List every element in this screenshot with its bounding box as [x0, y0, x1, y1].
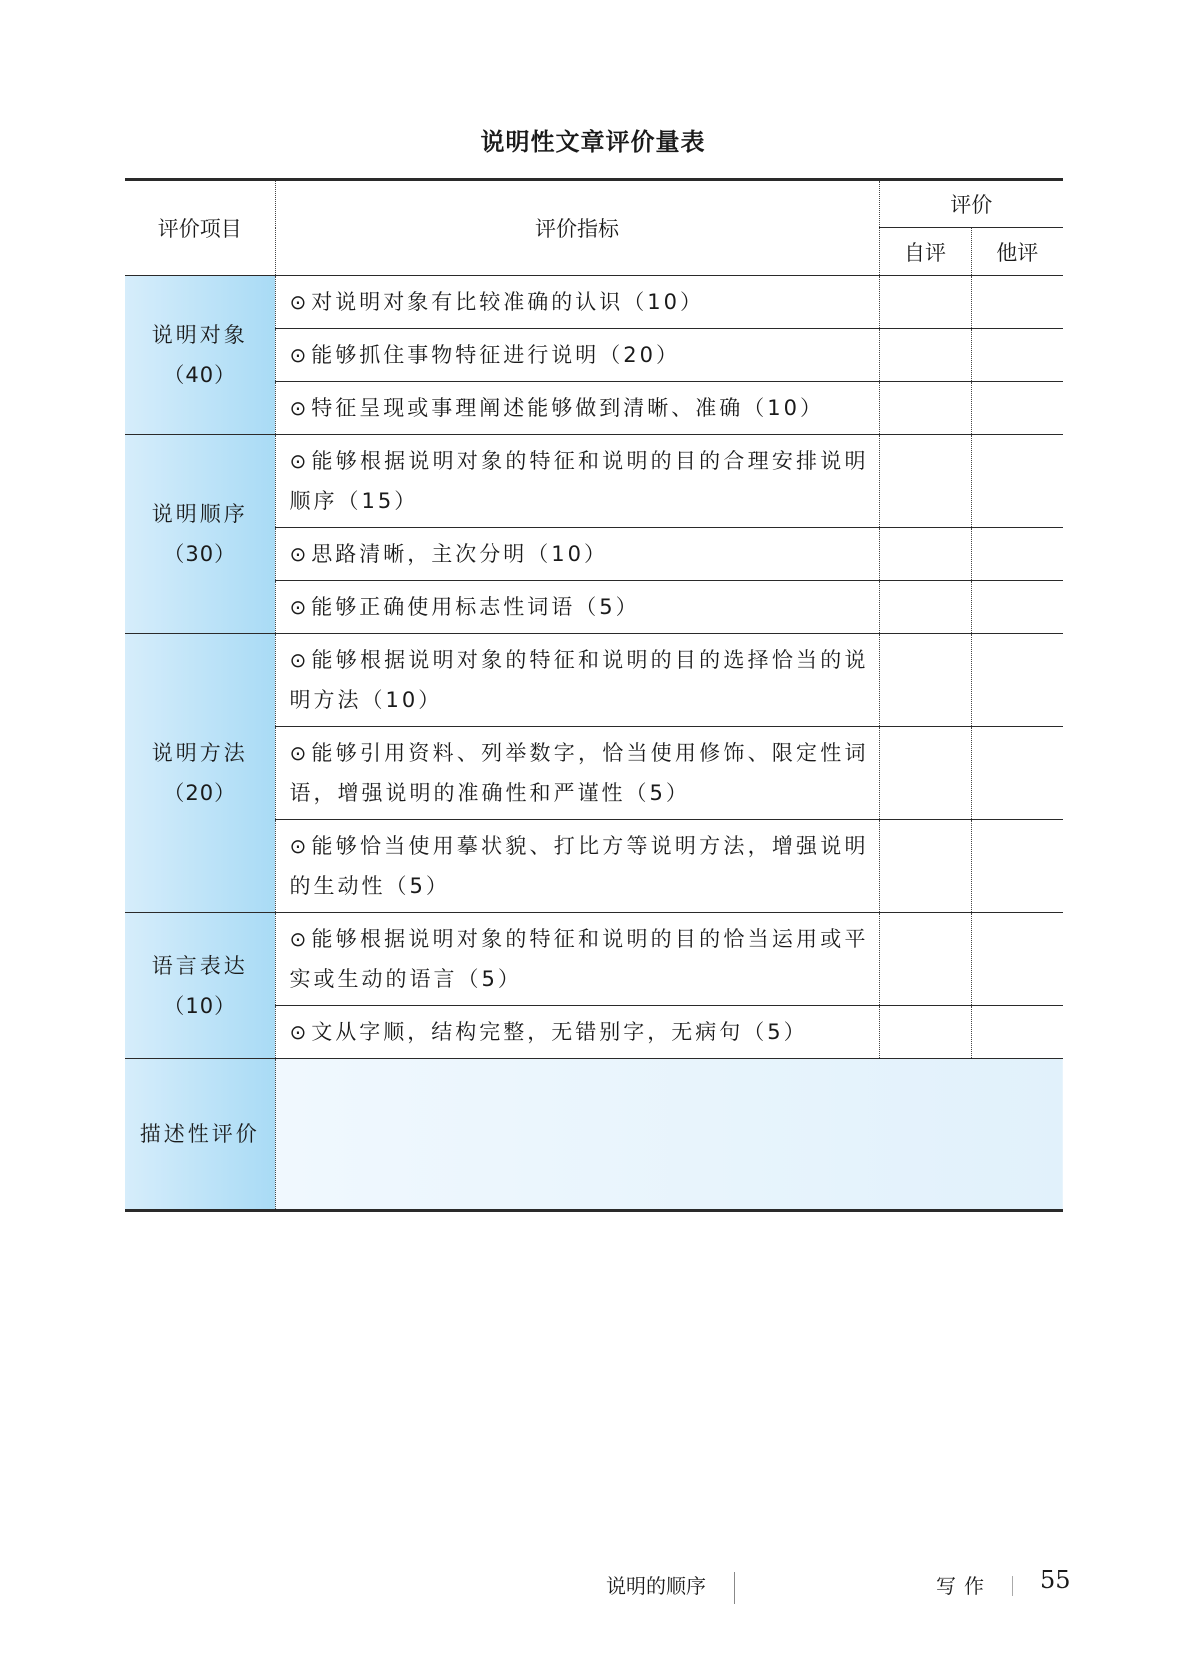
footer-divider-2	[1012, 1576, 1013, 1596]
peer-score-cell[interactable]	[971, 528, 1063, 581]
category-name: 说明顺序	[151, 502, 248, 526]
indicator-cell	[275, 913, 879, 1006]
indicator-cell	[275, 820, 879, 913]
circle-dot-icon: ⊙	[289, 542, 310, 566]
circle-dot-icon: ⊙	[289, 396, 310, 420]
category-name: 语言表达	[151, 953, 248, 978]
indicator-cell	[275, 634, 879, 727]
rubric-table	[125, 178, 1063, 1212]
indicator-cell	[275, 727, 879, 820]
footer-chapter: 说明的顺序	[606, 1574, 706, 1598]
circle-dot-icon: ⊙	[289, 595, 310, 619]
header-evaluation: 评价	[879, 180, 1063, 228]
table-row	[125, 634, 1063, 727]
indicator-text: 能够根据说明对象的特征和说明的目的恰当运用或平实或生动的语言（5）	[289, 927, 869, 991]
peer-score-cell[interactable]	[971, 634, 1063, 727]
category-cell	[125, 913, 275, 1059]
category-cell	[125, 435, 275, 634]
indicator-text: 能够引用资料、列举数字，恰当使用修饰、限定性词语，增强说明的准确性和严谨性（5）	[289, 741, 869, 805]
indicator-text: 文从字顺，结构完整，无错别字，无病句（5）	[311, 1020, 808, 1044]
indicator-cell	[275, 435, 879, 528]
category-name: 说明方法	[151, 741, 248, 765]
circle-dot-icon: ⊙	[289, 343, 310, 367]
indicator-text: 能够抓住事物特征进行说明（20）	[311, 343, 680, 367]
peer-score-cell[interactable]	[971, 913, 1063, 1006]
table-row	[125, 435, 1063, 528]
circle-dot-icon: ⊙	[289, 449, 310, 473]
page-number: 55	[1040, 1566, 1071, 1594]
page-title: 说明性文章评价量表	[480, 128, 706, 156]
table-row	[125, 276, 1063, 329]
indicator-cell	[275, 382, 879, 435]
self-score-cell[interactable]	[879, 276, 971, 329]
indicator-text: 能够根据说明对象的特征和说明的目的选择恰当的说明方法（10）	[289, 648, 869, 712]
indicator-cell	[275, 1006, 879, 1059]
header-item: 评价项目	[125, 180, 275, 276]
self-score-cell[interactable]	[879, 435, 971, 528]
self-score-cell[interactable]	[879, 329, 971, 382]
indicator-text: 特征呈现或事理阐述能够做到清晰、准确（10）	[311, 396, 824, 420]
category-score: （40）	[163, 363, 237, 387]
circle-dot-icon: ⊙	[289, 1020, 310, 1044]
circle-dot-icon: ⊙	[289, 834, 310, 858]
self-score-cell[interactable]	[879, 634, 971, 727]
category-name: 说明对象	[151, 323, 248, 347]
category-cell	[125, 634, 275, 913]
category-score: （10）	[163, 993, 237, 1018]
descriptive-input-area[interactable]	[275, 1059, 1063, 1211]
peer-score-cell[interactable]	[971, 727, 1063, 820]
peer-score-cell[interactable]	[971, 820, 1063, 913]
self-score-cell[interactable]	[879, 727, 971, 820]
descriptive-label: 描述性评价	[125, 1059, 275, 1211]
indicator-cell	[275, 276, 879, 329]
peer-score-cell[interactable]	[971, 435, 1063, 528]
header-self: 自评	[879, 228, 971, 276]
footer-divider	[734, 1572, 735, 1604]
indicator-text: 能够恰当使用摹状貌、打比方等说明方法，增强说明的生动性（5）	[289, 834, 869, 898]
indicator-text: 能够正确使用标志性词语（5）	[311, 595, 640, 619]
self-score-cell[interactable]	[879, 1006, 971, 1059]
circle-dot-icon: ⊙	[289, 741, 310, 765]
descriptive-row	[125, 1059, 1063, 1211]
footer-section: 写作	[936, 1574, 992, 1598]
self-score-cell[interactable]	[879, 913, 971, 1006]
self-score-cell[interactable]	[879, 382, 971, 435]
indicator-cell	[275, 528, 879, 581]
peer-score-cell[interactable]	[971, 1006, 1063, 1059]
indicator-text: 思路清晰，主次分明（10）	[311, 542, 608, 566]
peer-score-cell[interactable]	[971, 382, 1063, 435]
header-indicator: 评价指标	[275, 180, 879, 276]
peer-score-cell[interactable]	[971, 276, 1063, 329]
indicator-text: 对说明对象有比较准确的认识（10）	[311, 290, 704, 314]
circle-dot-icon: ⊙	[289, 290, 310, 314]
self-score-cell[interactable]	[879, 820, 971, 913]
peer-score-cell[interactable]	[971, 581, 1063, 634]
header-peer: 他评	[971, 228, 1063, 276]
table-row	[125, 913, 1063, 1006]
self-score-cell[interactable]	[879, 581, 971, 634]
circle-dot-icon: ⊙	[289, 648, 310, 672]
category-cell	[125, 276, 275, 435]
category-score: （30）	[163, 542, 237, 566]
indicator-cell	[275, 581, 879, 634]
category-score: （20）	[163, 781, 237, 805]
indicator-text: 能够根据说明对象的特征和说明的目的合理安排说明顺序（15）	[289, 449, 869, 513]
indicator-cell	[275, 329, 879, 382]
self-score-cell[interactable]	[879, 528, 971, 581]
peer-score-cell[interactable]	[971, 329, 1063, 382]
circle-dot-icon: ⊙	[289, 927, 310, 951]
